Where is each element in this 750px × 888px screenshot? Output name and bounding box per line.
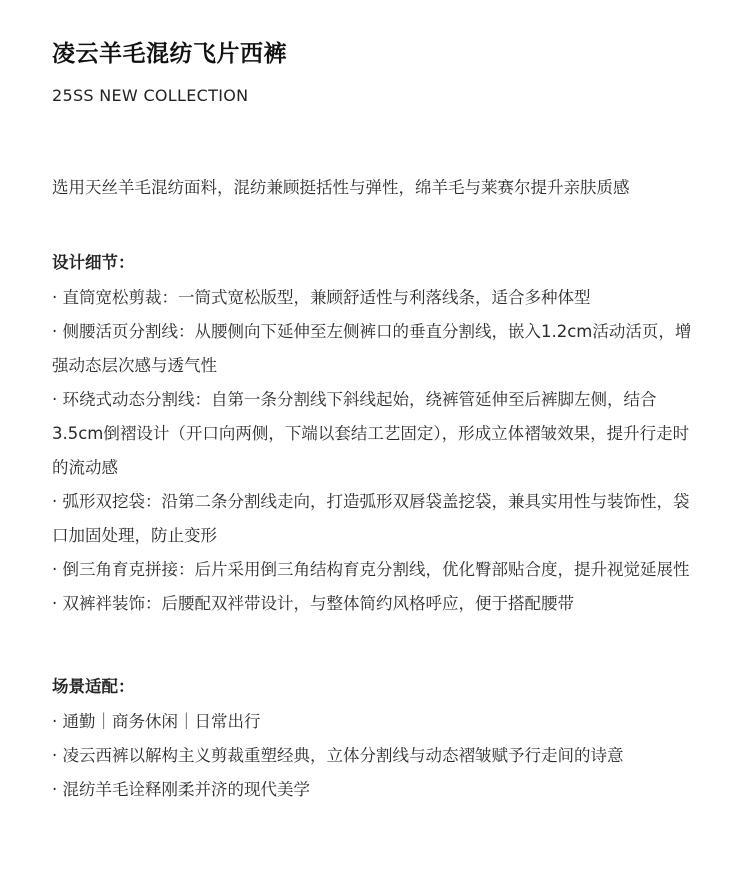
scene-fit-list (52, 705, 698, 807)
list-item: · 直筒宽松剪裁：一筒式宽松版型，兼顾舒适性与利落线条，适合多种体型 (52, 288, 591, 307)
design-details-section (52, 252, 698, 621)
scene-fit-heading: 场景适配： (52, 677, 135, 696)
list-item: · 侧腰活页分割线：从腰侧向下延伸至左侧裤口的垂直分割线，嵌入1.2cm活动活页，增强动态层次感与透气性 (52, 322, 692, 375)
scene-fit-section (52, 676, 698, 807)
list-item: · 双裤袢装饰：后腰配双袢带设计，与整体简约风格呼应，便于搭配腰带 (52, 594, 574, 613)
product-title: 凌云羊毛混纺飞片西裤 (52, 41, 287, 67)
fabric-intro: 选用天丝羊毛混纺面料，混纺兼顾挺括性与弹性，绵羊毛与莱赛尔提升亲肤质感 (52, 178, 630, 197)
list-item: · 混纺羊毛诠释刚柔并济的现代美学 (52, 780, 310, 799)
list-item: · 环绕式动态分割线：自第一条分割线下斜线起始，绕裤管延伸至后裤脚左侧，结合3.5cm倒褶设计（开口向两侧，下端以套结工艺固定），形成立体褶皱效果，提升行走时的流动感 (52, 390, 690, 477)
collection-subtitle: 25SS NEW COLLECTION (52, 86, 249, 105)
list-item: · 弧形双挖袋：沿第二条分割线走向，打造弧形双唇袋盖挖袋，兼具实用性与装饰性，袋口加固处理，防止变形 (52, 492, 690, 545)
design-details-heading: 设计细节： (52, 253, 135, 272)
design-details-list (52, 281, 698, 621)
list-item: · 倒三角育克拼接：后片采用倒三角结构育克分割线，优化臀部贴合度，提升视觉延展性 (52, 560, 690, 579)
list-item: · 凌云西裤以解构主义剪裁重塑经典，立体分割线与动态褶皱赋予行走间的诗意 (52, 746, 624, 765)
list-item: · 通勤｜商务休闲｜日常出行 (52, 712, 261, 731)
